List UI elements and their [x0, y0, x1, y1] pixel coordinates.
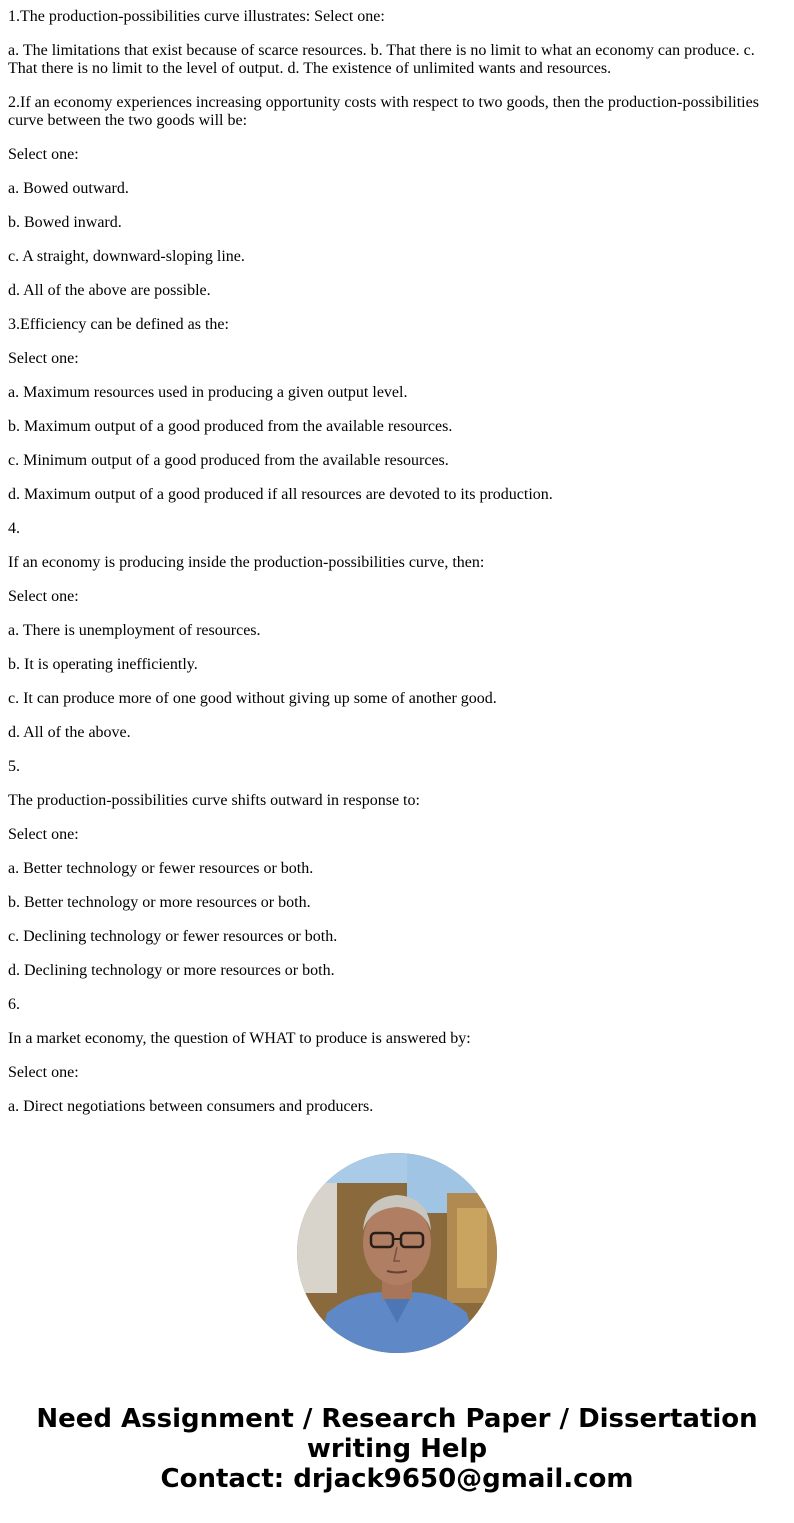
question-5-text: The production-possibilities curve shifts outward in response to:: [8, 792, 420, 809]
question-2-option-a: a. Bowed outward.: [8, 180, 129, 197]
question-5-option-b: b. Better technology or more resources or both.: [8, 894, 311, 911]
question-4-option-b: b. It is operating inefficiently.: [8, 656, 198, 673]
question-2-option-d: d. All of the above are possible.: [8, 282, 211, 299]
question-list: [8, 8, 778, 1132]
question-4-option-c: c. It can produce more of one good without giving up some of another good.: [8, 690, 497, 707]
question-4-number: 4.: [8, 520, 20, 537]
question-2-select-label: Select one:: [8, 146, 79, 163]
question-5-option-d: d. Declining technology or more resources or both.: [8, 962, 335, 979]
question-3-option-b: b. Maximum output of a good produced from the available resources.: [8, 418, 453, 435]
question-2-option-b: b. Bowed inward.: [8, 214, 122, 231]
question-4-option-d: d. All of the above.: [8, 724, 131, 741]
question-1-text: 1.The production-possibilities curve illustrates: Select one:: [8, 8, 385, 25]
promo-line-1: Need Assignment / Research Paper / Dissertation: [36, 1404, 758, 1434]
author-portrait-image: [297, 1153, 497, 1353]
question-1-options: a. The limitations that exist because of scarce resources. b. That there is no limit to what an economy can produce. c. That there is no limit to the level of output. d. The existence of unlimited wants and resources.: [8, 42, 755, 77]
question-2-text: 2.If an economy experiences increasing opportunity costs with respect to two goods, then the production-possibilities curve between the two goods will be:: [8, 94, 759, 129]
question-6-option-a: a. Direct negotiations between consumers and producers.: [8, 1098, 374, 1115]
question-3-text: 3.Efficiency can be defined as the:: [8, 316, 229, 333]
question-4-option-a: a. There is unemployment of resources.: [8, 622, 261, 639]
question-4-text: If an economy is producing inside the production-possibilities curve, then:: [8, 554, 485, 571]
question-6-number: 6.: [8, 996, 20, 1013]
promo-contact: Contact: drjack9650@gmail.com: [160, 1464, 634, 1494]
promo-banner: [0, 1404, 794, 1494]
question-5-number: 5.: [8, 758, 20, 775]
question-5-select-label: Select one:: [8, 826, 79, 843]
question-4-select-label: Select one:: [8, 588, 79, 605]
question-3-option-d: d. Maximum output of a good produced if all resources are devoted to its production.: [8, 486, 553, 503]
question-2-option-c: c. A straight, downward-sloping line.: [8, 248, 245, 265]
promo-line-2: writing Help: [306, 1434, 488, 1464]
question-3-option-c: c. Minimum output of a good produced from the available resources.: [8, 452, 449, 469]
question-3-select-label: Select one:: [8, 350, 79, 367]
question-6-text: In a market economy, the question of WHAT to produce is answered by:: [8, 1030, 471, 1047]
author-avatar: [297, 1153, 497, 1353]
question-5-option-c: c. Declining technology or fewer resources or both.: [8, 928, 338, 945]
question-3-option-a: a. Maximum resources used in producing a given output level.: [8, 384, 408, 401]
question-5-option-a: a. Better technology or fewer resources or both.: [8, 860, 314, 877]
question-6-select-label: Select one:: [8, 1064, 79, 1081]
